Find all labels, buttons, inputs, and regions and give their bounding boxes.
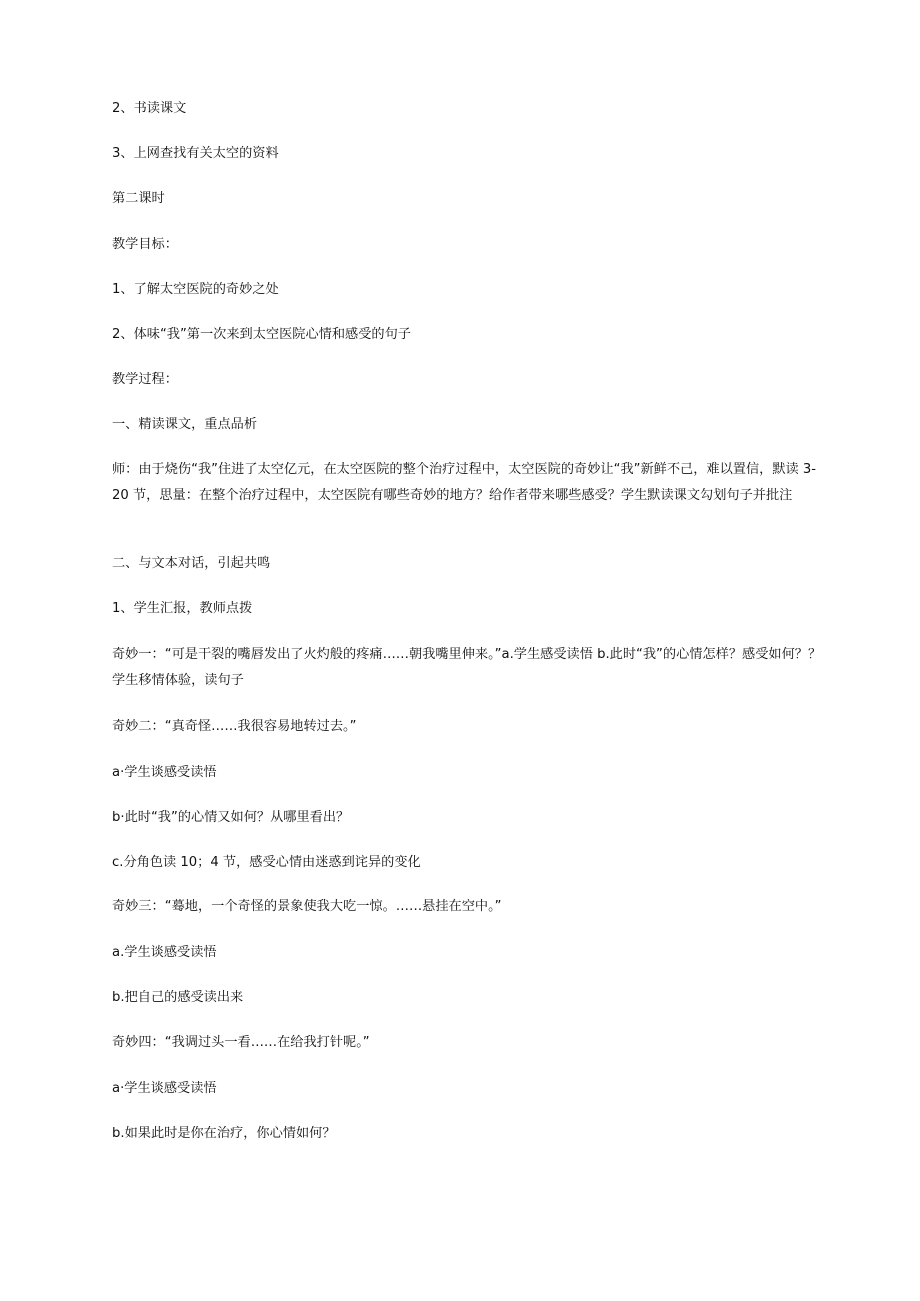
paragraph-wonder-2-c: c.分角色读 10；4 节，感受心情由迷惑到诧异的变化 (112, 855, 421, 870)
paragraph-wonder-3: 奇妙三：“蓦地，一个奇怪的景象使我大吃一惊。……悬挂在空中。” (112, 899, 502, 914)
paragraph-wonder-4-b: b.如果此时是你在治疗，你心情如何？ (112, 1126, 336, 1141)
section-title-second-lesson: 第二课时 (112, 191, 165, 206)
paragraph-1: 2、书读课文 (112, 101, 187, 116)
paragraph-wonder-3-b: b.把自己的感受读出来 (112, 990, 244, 1005)
paragraph-goal-1: 1、了解太空医院的奇妙之处 (112, 282, 279, 297)
paragraph-wonder-1: 奇妙一：“可是干裂的嘴唇发出了火灼般的疼痛……朝我嘴里伸来。”a.学生感受读悟 b.此时“我”的心情怎样？感受如何？？学生移情体验，读句子 (112, 647, 822, 688)
heading-section-one: 一、精读课文，重点品析 (112, 417, 258, 432)
paragraph-goal-2: 2、体味“我”第一次来到太空医院心情和感受的句子 (112, 327, 411, 342)
paragraph-wonder-2-a: a·学生谈感受读悟 (112, 765, 217, 780)
paragraph-wonder-4: 奇妙四：“我调过头一看……在给我打针呢。” (112, 1035, 370, 1050)
paragraph-wonder-2-b: b·此时“我”的心情又如何？从哪里看出？ (112, 810, 350, 825)
paragraph-teacher-intro: 师：由于烧伤“我”住进了太空亿元，在太空医院的整个治疗过程中，太空医院的奇妙让“我”新鲜不己，难以置信，默读 3-20 节，思量：在整个治疗过程中，太空医院有哪些奇妙的地方？给作者带来哪些感受？学生默读课文勾划句子并批注 (112, 462, 817, 503)
paragraph-wonder-3-a: a.学生谈感受读悟 (112, 945, 217, 960)
heading-section-two: 二、与文本对话，引起共鸣 (112, 556, 271, 571)
paragraph-wonder-4-a: a·学生谈感受读悟 (112, 1081, 217, 1096)
paragraph-2: 3、上网查找有关太空的资料 (112, 146, 279, 161)
heading-teaching-process: 教学过程： (112, 372, 178, 387)
paragraph-wonder-2: 奇妙二：“真奇怪……我很容易地转过去。” (112, 719, 357, 734)
heading-teaching-goals: 教学目标： (112, 237, 178, 252)
paragraph-report: 1、学生汇报，教师点拨 (112, 601, 253, 616)
